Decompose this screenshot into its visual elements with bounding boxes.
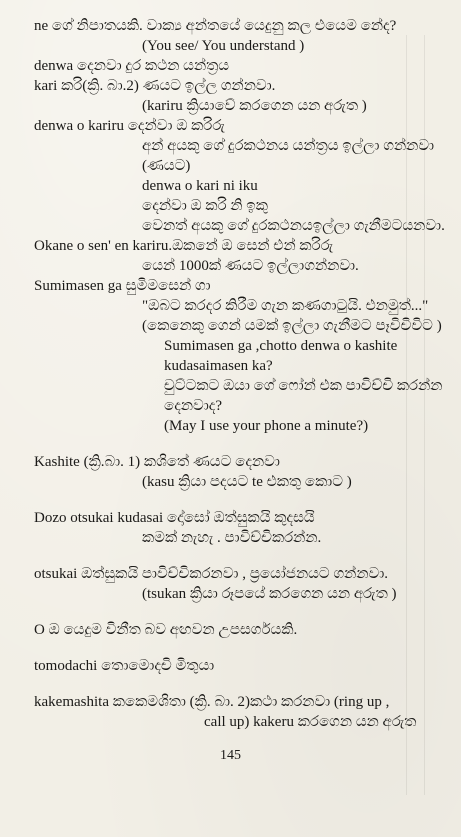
entry-line: O ඔ යෙදුම විනීත බව අඟවන උපසර්ගයකි. (34, 622, 298, 638)
entry-line: (kariru ක්‍රියාවේ කරගෙන යන අරුත ) (142, 98, 367, 114)
entry-line: tomodachi තොමොදචි මිතුයා (34, 658, 215, 674)
spacer (34, 604, 434, 620)
entry-line: Sumimasen ga ,chotto denwa o kashite (164, 338, 398, 354)
entry-line: otsukai ඔත්සුකයි පාවිච්චිකරනවා , ප්‍රයෝජනයට ගන්නවා. (34, 566, 389, 582)
entry-line: කමක් නැහැ . පාවිච්චිකරන්න. (142, 530, 322, 546)
page-body (34, 16, 445, 732)
entry-line: kakemashita කකෙමශිතා (ක්‍රි. බා. 2)කථා කරනවා (ring up , (34, 694, 390, 710)
entry-line: චුට්ටකට ඔයා ගේ ෆෝන් එක පාවිච්චි කරන්න (164, 378, 443, 394)
entry-line: denwa o kariru දෙන්වා ඔ කරිරු (34, 118, 225, 134)
spacer (34, 548, 434, 564)
entry-line: (tsukan ක්‍රියා රූපයේ කරගෙන යන අරුත ) (142, 586, 397, 602)
entry-line: (කෙනෙකු ගෙන් යමක් ඉල්ලා ගැනීමට පෑවිචිවිට ) (142, 318, 442, 334)
page-number: 145 (220, 748, 241, 763)
entry-line: වෙනත් අයකු ගේ දුරකථනයඉල්ලා ගැනීමටයනවා. (142, 218, 445, 234)
entry-line: (kasu ක්‍රියා පදයට te එකතු කොට ) (142, 474, 352, 490)
entry-line: (ණයට) (142, 158, 191, 174)
entry-line: (May I use your phone a minute?) (164, 418, 369, 434)
entry-line: දෙනවාද? (164, 398, 223, 414)
entry-line: Sumimasen ga සුමිමසෙන් ගා (34, 278, 211, 294)
spacer (34, 676, 434, 692)
entry-line: Okane o sen' en kariru.ඔකනේ ඔ සෙන් එන් කරිරු (34, 238, 334, 254)
entry-line: දෙන්වා ඔ කරි නි ඉකු (142, 198, 268, 214)
spacer (34, 436, 434, 452)
entry-line: denwa දෙනවා දුර කථන යන්ත්‍රය (34, 58, 230, 74)
entry-line: අන් අයකු ගේ දුරකථනය යන්ත්‍රය ඉල්ලා ගන්නවා (142, 138, 435, 154)
entry-line: Kashite (ක්‍රි.බා. 1) කශිතේ ණයට දෙනවා (34, 454, 280, 470)
spacer (34, 492, 434, 508)
entry-line: Dozo otsukai kudasai දෝසෝ ඔත්සුකයි කුදසයි (34, 510, 315, 526)
entry-line: ne ගේ නිපාතයකි. වාක්‍ය අන්තයේ යෙදුනු කල එයෙම නේද? (34, 18, 397, 34)
entry-line: kari කරි(ක්‍රි. බා.2) ණයට ඉල්ල ගන්නවා. (34, 78, 276, 94)
entry-line: (You see/ You understand ) (142, 38, 305, 54)
entry-line: "ඔබට කරදර කිරීම ගැන කණගාටුයි. එනමුත්..." (142, 298, 429, 314)
entry-line: denwa o kari ni iku (142, 178, 258, 194)
entry-line: යෙන් 1000ක් ණයට ඉල්ලාගන්නවා. (142, 258, 359, 274)
entry-line: kudasaimasen ka? (164, 358, 273, 374)
spacer (34, 640, 434, 656)
entry-line: call up) kakeru කරගෙන යන අරුත (204, 714, 417, 730)
